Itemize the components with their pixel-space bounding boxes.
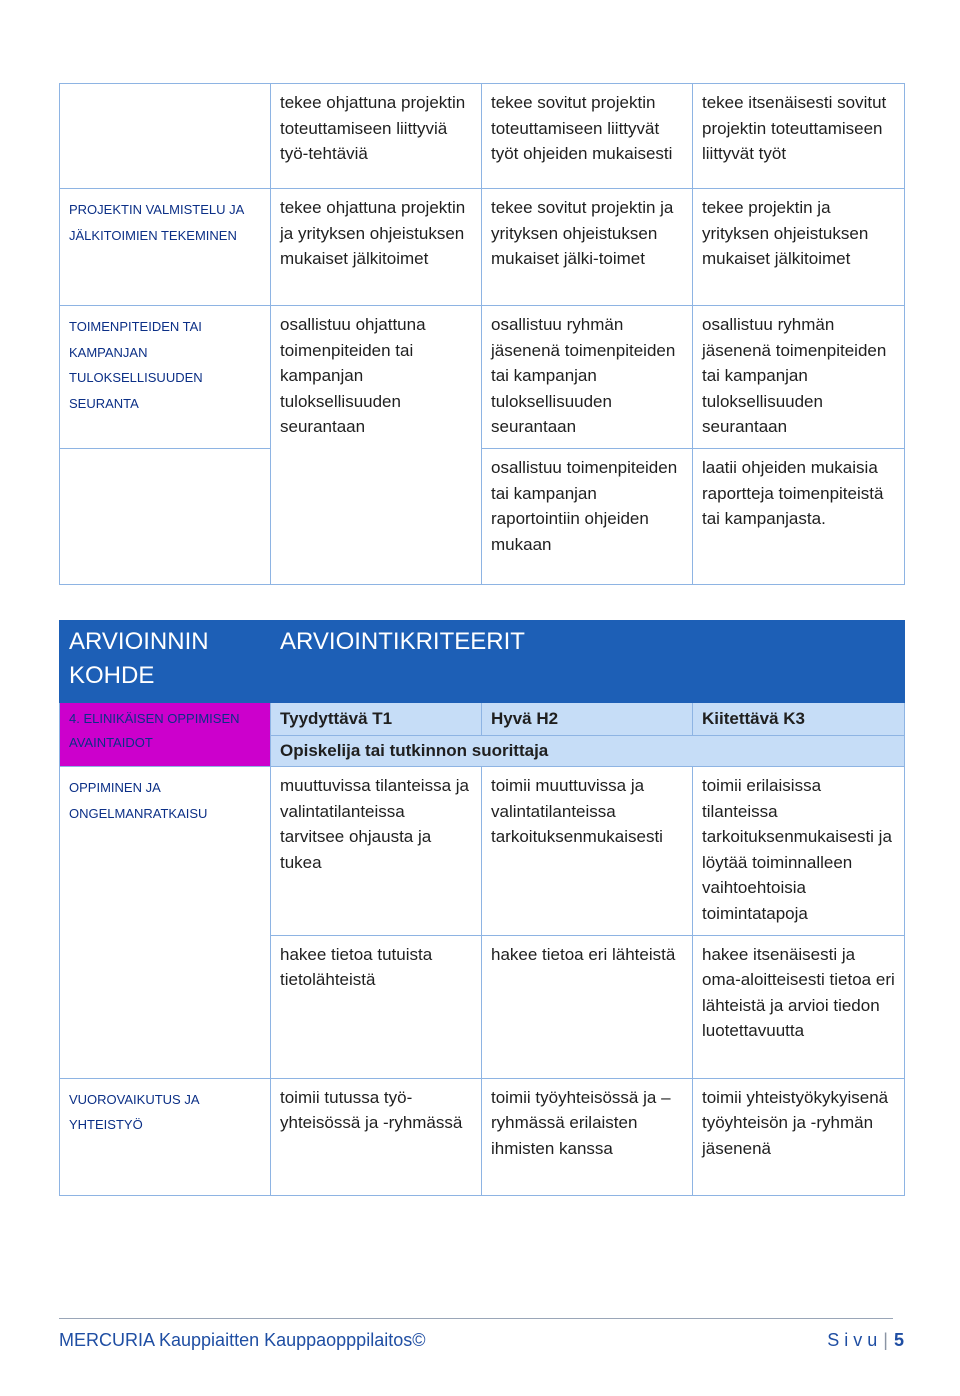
section-title: 4. ELINIKÄISEN OPPIMISEN AVAINTAIDOT xyxy=(60,703,271,767)
cell-t1: muuttuvissa tilanteissa ja valintatilanteissa tarvitsee ohjausta ja tukea xyxy=(271,767,482,936)
grade-t1: Tyydyttävä T1 xyxy=(271,703,482,736)
page-footer xyxy=(59,1326,904,1354)
page-separator: | xyxy=(883,1330,888,1350)
cell-k3: toimii yhteistyökykyisenä työyhteisön ja -ryhmän jäsenenä xyxy=(693,1078,905,1195)
header-row xyxy=(60,621,905,703)
cell-h2: osallistuu ryhmän jäsenenä toimenpiteiden tai kampanjan tuloksellisuuden seurantaan xyxy=(482,306,693,449)
table-row xyxy=(60,306,905,449)
cell-h2: osallistuu toimenpiteiden tai kampanjan raportointiin ohjeiden mukaan xyxy=(482,448,693,584)
table-row xyxy=(60,448,905,584)
page-word: S i v u xyxy=(827,1330,878,1350)
grade-row xyxy=(60,703,905,736)
cell-h2: toimii työyhteisössä ja –ryhmässä erilaisten ihmisten kanssa xyxy=(482,1078,693,1195)
row-label: PROJEKTIN VALMISTELU JA JÄLKITOIMIEN TEKEMINEN xyxy=(60,189,271,306)
criteria-table-bottom xyxy=(59,620,905,1196)
page-number: 5 xyxy=(893,1330,904,1350)
cell-h2: tekee sovitut projektin toteuttamiseen liittyvät työt ohjeiden mukaisesti xyxy=(482,84,693,189)
subheader: Opiskelija tai tutkinnon suorittaja xyxy=(271,736,905,767)
row-label xyxy=(60,84,271,189)
target-header: ARVIOINNIN KOHDE xyxy=(60,621,271,703)
footer-school: MERCURIA Kauppiaitten Kauppaopppilaitos© xyxy=(59,1330,426,1350)
grade-h2: Hyvä H2 xyxy=(482,703,693,736)
criteria-header: ARVIOINTIKRITEERIT xyxy=(271,621,905,703)
cell-t1: hakee tietoa tutuista tietolähteistä xyxy=(271,935,482,1078)
footer-divider xyxy=(59,1318,893,1319)
grade-k3: Kiitettävä K3 xyxy=(693,703,905,736)
cell-h2: tekee sovitut projektin ja yrityksen ohjeistuksen mukaiset jälki-toimet xyxy=(482,189,693,306)
row-label: OPPIMINEN JA ONGELMANRATKAISU xyxy=(60,767,271,1079)
page-indicator xyxy=(827,1326,904,1354)
cell-k3: hakee itsenäisesti ja oma-aloitteisesti tietoa eri lähteistä ja arvioi tiedon luotettavuutta xyxy=(693,935,905,1078)
cell-k3: laatii ohjeiden mukaisia raportteja toimenpiteistä tai kampanjasta. xyxy=(693,448,905,584)
table-row xyxy=(60,84,905,189)
cell-t1: osallistuu ohjattuna toimenpiteiden tai kampanjan tuloksellisuuden seurantaan xyxy=(271,306,482,585)
cell-t1: tekee ohjattuna projektin ja yrityksen ohjeistuksen mukaiset jälkitoimet xyxy=(271,189,482,306)
row-label xyxy=(60,448,271,584)
cell-t1: toimii tutussa työ-yhteisössä ja -ryhmässä xyxy=(271,1078,482,1195)
table-row xyxy=(60,189,905,306)
cell-k3: tekee projektin ja yrityksen ohjeistuksen mukaiset jälkitoimet xyxy=(693,189,905,306)
row-label: VUOROVAIKUTUS JA YHTEISTYÖ xyxy=(60,1078,271,1195)
cell-k3: tekee itsenäisesti sovitut projektin toteuttamiseen liittyvät työt xyxy=(693,84,905,189)
cell-h2: hakee tietoa eri lähteistä xyxy=(482,935,693,1078)
criteria-table-top xyxy=(59,83,905,585)
cell-k3: osallistuu ryhmän jäsenenä toimenpiteiden tai kampanjan tuloksellisuuden seurantaan xyxy=(693,306,905,449)
cell-k3: toimii erilaisissa tilanteissa tarkoituksenmukaisesti ja löytää toiminnalleen vaihtoehtoisia toimintatapoja xyxy=(693,767,905,936)
cell-t1: tekee ohjattuna projektin toteuttamiseen liittyviä työ-tehtäviä xyxy=(271,84,482,189)
table-row xyxy=(60,1078,905,1195)
cell-h2: toimii muuttuvissa ja valintatilanteissa tarkoituksenmukaisesti xyxy=(482,767,693,936)
row-label: TOIMENPITEIDEN TAI KAMPANJAN TULOKSELLISUUDEN SEURANTA xyxy=(60,306,271,449)
table-row xyxy=(60,767,905,936)
